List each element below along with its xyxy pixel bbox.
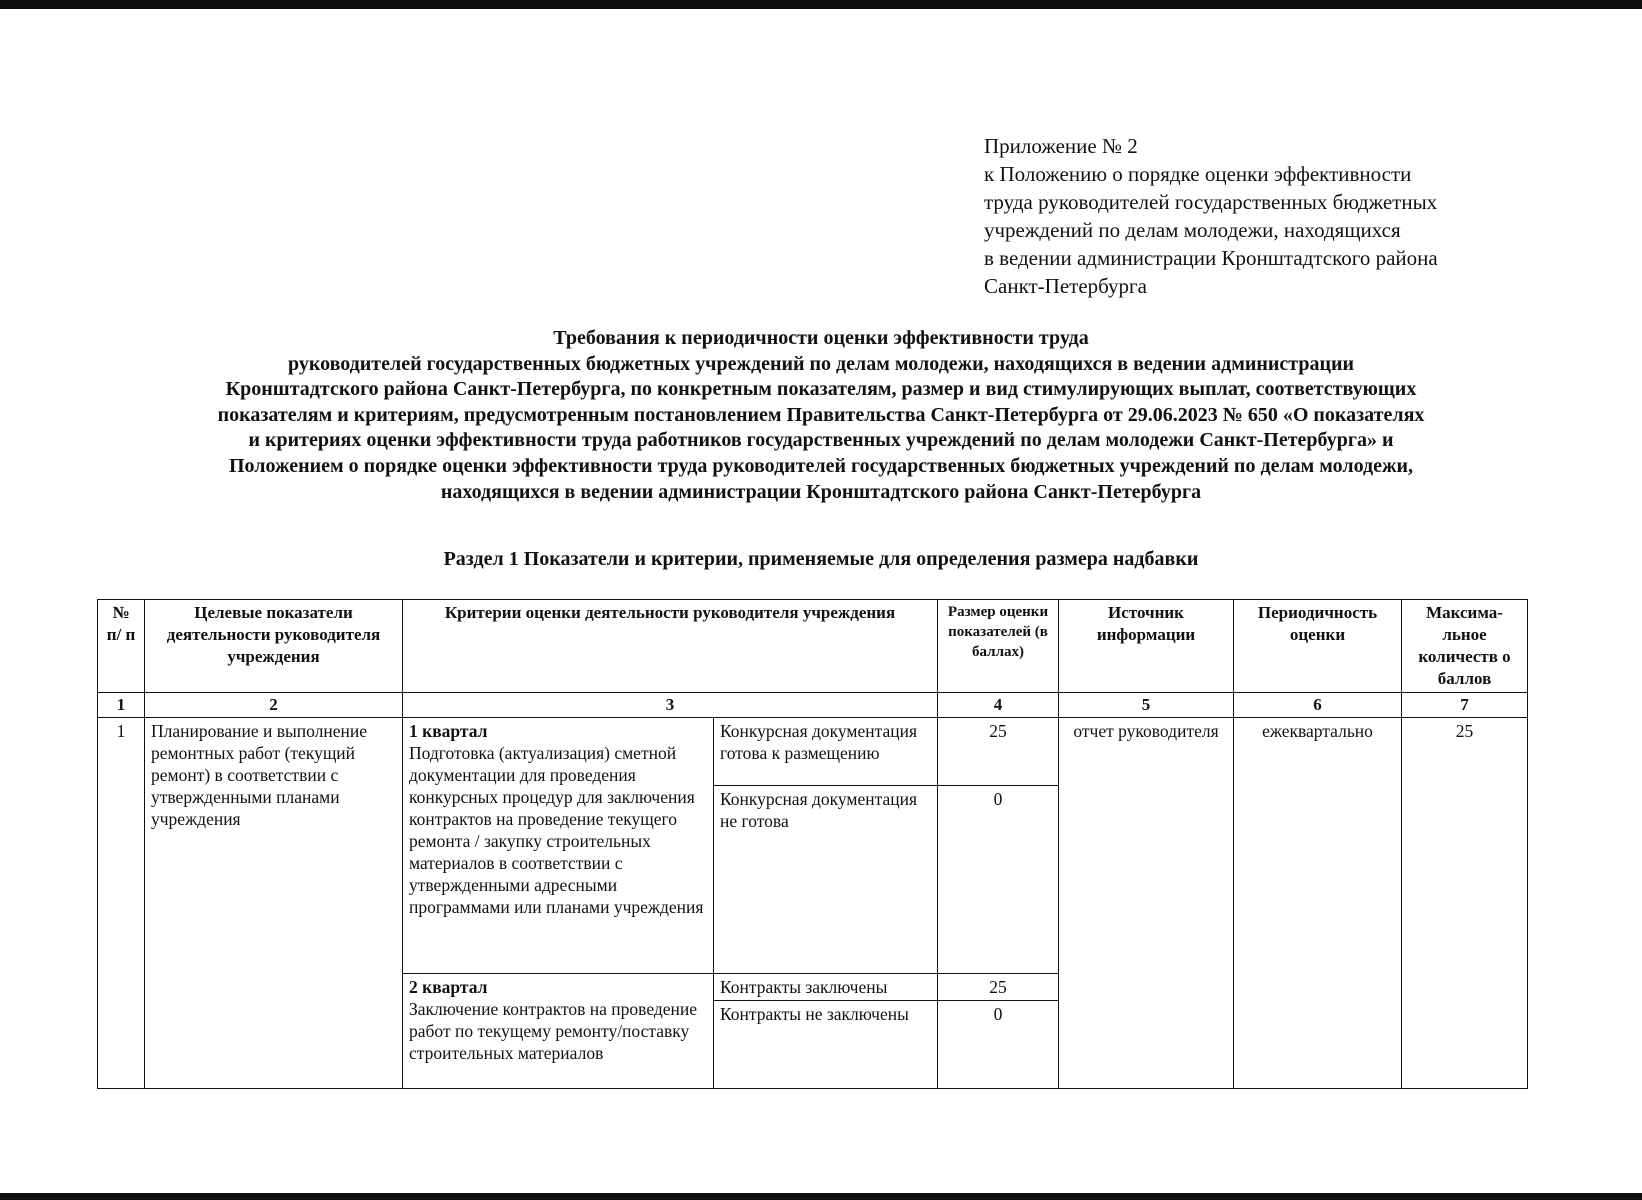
outcome-text: Контракты не заключены (714, 1001, 938, 1089)
outcome-score: 0 (938, 786, 1059, 974)
appendix-line: труда руководителей государственных бюджетных (984, 190, 1438, 214)
column-number: 1 (98, 693, 145, 718)
title-line: руководителей государственных бюджетных учреждений по делам молодежи, находящихся в ведении администрации (287, 352, 1355, 375)
header-periodicity: Периодичность оценки (1234, 600, 1402, 693)
column-number: 7 (1402, 693, 1528, 718)
outcome-text: Конкурсная документация не готова (714, 786, 938, 974)
title-line: находящихся в ведении администрации Кронштадтского района Санкт-Петербурга (440, 480, 1202, 503)
section-title: Раздел 1 Показатели и критерии, применяемые для определения размера надбавки (443, 548, 1199, 570)
header-num: № п/ п (98, 600, 145, 693)
quarter-text: Подготовка (актуализация) сметной документации для проведения конкурсных процедур для заключения контрактов на проведение текущего ремонта / закупку строительных материалов в соответствии с утвержденными адресными программами или планами учреждения (409, 743, 704, 917)
appendix-block (984, 132, 1544, 300)
row-periodicity: ежеквартально (1234, 718, 1402, 1089)
header-row (98, 600, 1528, 693)
quarter-2-cell (403, 974, 714, 1089)
scan-bottom-edge (0, 1193, 1642, 1200)
outcome-text: Конкурсная документация готова к размещению (714, 718, 938, 786)
row-target: Планирование и выполнение ремонтных работ (текущий ремонт) в соответствии с утвержденными планами учреждения (145, 718, 403, 1089)
appendix-line: в ведении администрации Кронштадтского района (984, 246, 1438, 270)
outcome-text: Контракты заключены (714, 974, 938, 1001)
quarter-label: 2 квартал (409, 977, 488, 997)
quarter-text: Заключение контрактов на проведение работ по текущему ремонту/поставку строительных материалов (409, 999, 698, 1063)
appendix-line: Санкт-Петербурга (984, 274, 1147, 298)
column-number-row (98, 693, 1528, 718)
row-num: 1 (98, 718, 145, 1089)
appendix-line: Приложение № 2 (984, 134, 1138, 158)
column-number: 2 (145, 693, 403, 718)
criteria-table (97, 599, 1528, 1089)
table-row (98, 718, 1528, 786)
header-score-size: Размер оценки показателей (в баллах) (938, 600, 1059, 693)
title-line: и критериях оценки эффективности труда работников государственных учреждений по делам молодежи Санкт-Петербурга» и (248, 429, 1394, 452)
document-title (80, 326, 1562, 505)
row-source: отчет руководителя (1059, 718, 1234, 1089)
scan-top-edge (0, 0, 1642, 9)
column-number: 4 (938, 693, 1059, 718)
title-line: Положением о порядке оценки эффективности труда руководителей государственных бюджетных учреждений по делам молодежи, (228, 454, 1414, 477)
outcome-score: 25 (938, 718, 1059, 786)
appendix-line: к Положению о порядке оценки эффективности (984, 162, 1412, 186)
column-number: 5 (1059, 693, 1234, 718)
title-line: показателям и критериям, предусмотренным постановлением Правительства Санкт-Петербурга от 29.06.2023 № 650 «О показателях (217, 403, 1425, 426)
row-max-score: 25 (1402, 718, 1528, 1089)
column-number: 6 (1234, 693, 1402, 718)
outcome-score: 25 (938, 974, 1059, 1001)
quarter-label: 1 квартал (409, 721, 488, 741)
column-number: 3 (403, 693, 938, 718)
outcome-score: 0 (938, 1001, 1059, 1089)
header-source: Источник информации (1059, 600, 1234, 693)
header-targets: Целевые показатели деятельности руководителя учреждения (145, 600, 403, 693)
title-line: Требования к периодичности оценки эффективности труда (553, 327, 1089, 349)
appendix-line: учреждений по делам молодежи, находящихся (984, 218, 1401, 242)
header-max-score: Максима-льное количеств о баллов (1402, 600, 1528, 693)
quarter-1-cell (403, 718, 714, 974)
title-line: Кронштадтского района Санкт-Петербурга, по конкретным показателям, размер и вид стимулирующих выплат, соответствующих (225, 378, 1417, 401)
header-criteria: Критерии оценки деятельности руководителя учреждения (403, 600, 938, 693)
